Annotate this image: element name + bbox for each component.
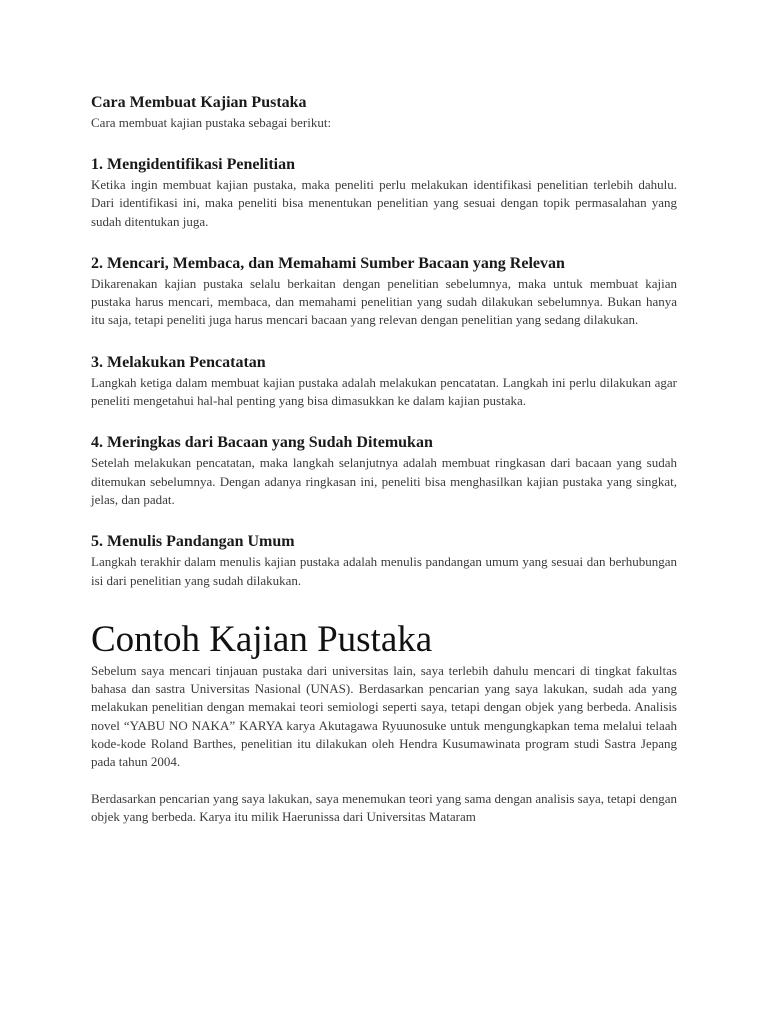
example-title: Contoh Kajian Pustaka: [91, 618, 433, 660]
section-5: [91, 531, 677, 590]
section-heading: 5. Menulis Pandangan Umum: [91, 533, 295, 551]
document-title: Cara Membuat Kajian Pustaka: [91, 94, 307, 111]
intro-text: Cara membuat kajian pustaka sebagai berikut:: [91, 115, 332, 130]
section-1: [91, 154, 677, 231]
example-content: [91, 662, 677, 826]
section-heading: 1. Mengidentifikasi Penelitian: [91, 156, 295, 173]
example-paragraph: Sebelum saya mencari tinjauan pustaka dari universitas lain, saya terlebih dahulu mencari di tingkat fakultas bahasa dan sastra Universitas Nasional (UNAS). Berdasarkan pencarian yang saya lakukan, sudah ada yang melakukan penelitian dengan memakai teori semiologi seperti saya, tetapi dengan objek yang berbeda. Analisis novel “YABU NO NAKA” KARYA karya Akutagawa Ryuunosuke untuk mengungkapkan tema melalui telaah kode-kode Roland Barthes, penelitian itu dilakukan oleh Hendra Kusumawinata program studi Sastra Jepang pada tahun 2004.: [91, 662, 677, 770]
section-4: [91, 432, 677, 509]
document-page: [91, 92, 677, 826]
section-body: Setelah melakukan pencatatan, maka langkah selanjutnya adalah membuat ringkasan dari bacaan yang sudah ditemukan sebelumnya. Dengan adanya ringkasan ini, peneliti bisa menghasilkan kajian pustaka yang singkat, jelas, dan padat.: [91, 455, 677, 507]
section-heading: 3. Melakukan Pencatatan: [91, 353, 266, 371]
section-body: Langkah terakhir dalam menulis kajian pustaka adalah menulis pandangan umum yang sesuai dan berhubungan isi dari penelitian yang sudah dilakukan.: [91, 554, 677, 588]
section-2: [91, 253, 677, 330]
section-3: [91, 352, 677, 411]
section-heading: 4. Meringkas dari Bacaan yang Sudah Ditemukan: [91, 434, 433, 452]
section-body: Dikarenakan kajian pustaka selalu berkaitan dengan penelitian sebelumnya, maka untuk membuat kajian pustaka harus mencari, membaca, dan memahami penelitian yang sudah dilakukan sebelumnya. Bukan hanya itu saja, tetapi peneliti juga harus mencari bacaan yang relevan dengan penelitian yang sedang dilakukan.: [91, 275, 677, 328]
example-paragraph: Berdasarkan pencarian yang saya lakukan, saya menemukan teori yang sama dengan analisis saya, tetapi dengan objek yang berbeda. Karya itu milik Haerunissa dari Universitas Mataram: [91, 790, 677, 824]
section-body: Ketika ingin membuat kajian pustaka, maka peneliti perlu melakukan identifikasi penelitian terlebih dahulu. Dari identifikasi ini, maka peneliti bisa menentukan penelitian yang sesuai dengan topik permasalahan yang sudah ditentukan juga.: [91, 177, 677, 229]
section-heading: 2. Mencari, Membaca, dan Memahami Sumber Bacaan yang Relevan: [91, 254, 565, 272]
section-body: Langkah ketiga dalam membuat kajian pustaka adalah melakukan pencatatan. Langkah ini perlu dilakukan agar peneliti mengetahui hal-hal penting yang bisa dimasukkan ke dalam kajian pustaka.: [91, 374, 677, 409]
